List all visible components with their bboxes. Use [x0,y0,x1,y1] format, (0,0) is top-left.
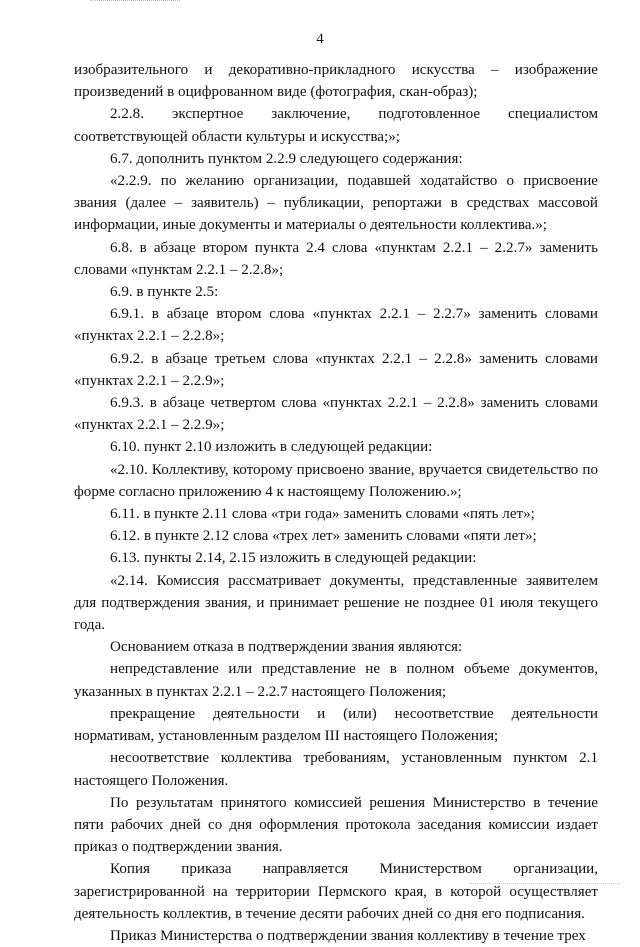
paragraph-19: несоответствие коллектива требованиям, установленным пунктом 2.1 настоящего Положения. [74,750,598,789]
document-body [74,59,598,947]
paragraph-9: 6.9.3. в абзаце четвертом слова «пунктах 2.2.1 – 2.2.8» заменить словами «пунктах 2.2.1 – 2.2.9»; [74,395,598,434]
paragraph-2: 2.2.8. экспертное заключение, подготовленное специалистом соответствующей области культуры и искусства;»; [74,106,598,145]
paragraph-7: 6.9.1. в абзаце втором слова «пунктах 2.2.1 – 2.2.7» заменить словами «пунктах 2.2.1 – 2.2.8»; [74,306,598,345]
paragraph-1: изобразительного и декоративно-прикладного искусства – изображение произведений в оцифрованном виде (фотография, скан-образ); [74,62,598,101]
scan-artifact-bottom [470,883,620,886]
paragraph-21: Копия приказа направляется Министерством организации, зарегистрированной на территории Пермского края, в которой осуществляет деятельность коллектив, в течение десяти рабочих дней со дня его подписания. [74,861,598,922]
paragraph-17: непредставление или представление не в полном объеме документов, указанных в пунктах 2.2.1 – 2.2.7 настоящего Положения; [74,661,598,700]
paragraph-20: По результатам принятого комиссией решения Министерство в течение пяти рабочих дней со дня оформления протокола заседания комиссии издает приказ о подтверждении звания. [74,794,598,856]
page-number: 4 [316,31,324,47]
paragraph-11: «2.10. Коллективу, которому присвоено звание, вручается свидетельство по форме согласно приложению 4 к настоящему Положению.»; [74,461,598,500]
paragraph-16: Основанием отказа в подтверждении звания являются: [110,639,463,656]
paragraph-22: Приказ Министерства о подтверждении звания коллективу в течение трех [110,927,586,944]
paragraph-6: 6.9. в пункте 2.5: [110,284,219,301]
paragraph-10: 6.10. пункт 2.10 изложить в следующей редакции: [110,439,433,456]
paragraph-8: 6.9.2. в абзаце третьем слова «пунктах 2.2.1 – 2.2.8» заменить словами «пунктах 2.2.1 – 2.2.9»; [74,350,598,389]
paragraph-4: «2.2.9. по желанию организации, подавшей ходатайство о присвоение звания (далее – заявитель) – публикации, репортажи в средствах массовой информации, иные документы и материалы о деятельности коллектива.»; [74,173,598,234]
paragraph-3: 6.7. дополнить пунктом 2.2.9 следующего содержания: [110,150,463,167]
paragraph-12: 6.11. в пункте 2.11 слова «три года» заменить словами «пять лет»; [110,506,535,523]
paragraph-5: 6.8. в абзаце втором пункта 2.4 слова «пунктам 2.2.1 – 2.2.7» заменить словами «пунктам 2.2.1 – 2.2.8»; [74,239,598,278]
paragraph-13: 6.12. в пункте 2.12 слова «трех лет» заменить словами «пяти лет»; [110,528,537,545]
paragraph-15: «2.14. Комиссия рассматривает документы, представленные заявителем для подтверждения звания, и принимает решение не позднее 01 июля текущего года. [74,572,598,634]
paragraph-14: 6.13. пункты 2.14, 2.15 изложить в следующей редакции: [110,550,477,567]
paragraph-18: прекращение деятельности и (или) несоответствие деятельности нормативам, установленным разделом III настоящего Положения; [74,705,598,745]
scan-artifact-top [90,0,180,4]
